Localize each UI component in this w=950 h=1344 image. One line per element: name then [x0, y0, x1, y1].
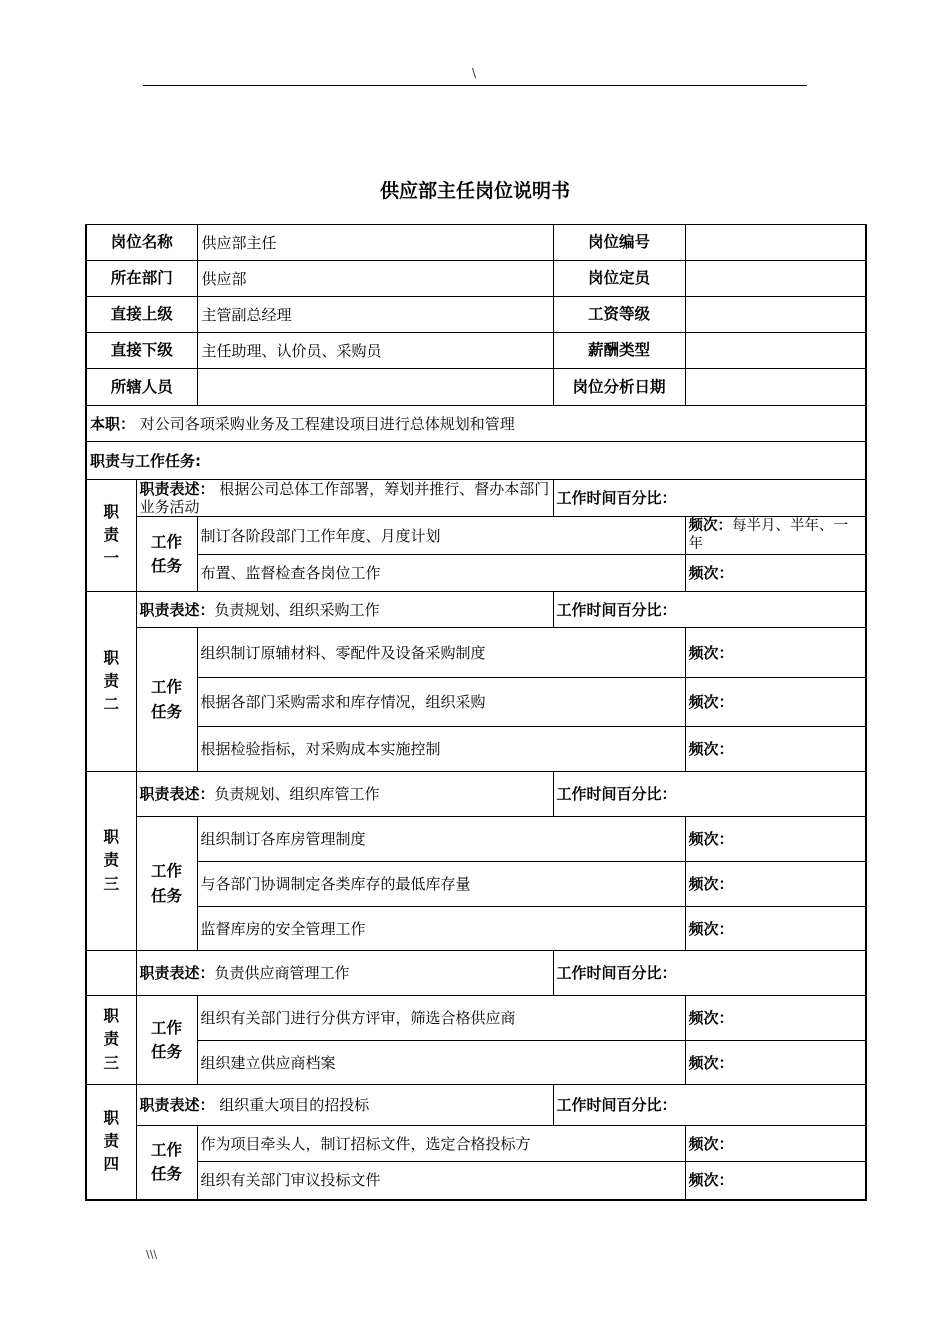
- header-mark: \: [472, 66, 477, 80]
- responsibility-description: 职责表述： 根据公司总体工作部署，筹划并推行、督办本部门业务活动: [136, 480, 553, 517]
- task-text: 组织制订各库房管理制度: [197, 817, 685, 862]
- task-frequency: 频次：: [685, 907, 866, 951]
- task-text: 作为项目牵头人，制订招标文件，选定合格投标方: [197, 1126, 685, 1162]
- direct-subordinate-value: 主任助理、认价员、采购员: [197, 333, 553, 369]
- task-label: 工作 任务: [136, 517, 197, 592]
- department-label: 所在部门: [86, 261, 197, 297]
- analysis-date-label: 岗位分析日期: [553, 369, 685, 406]
- document-title: 供应部主任岗位说明书: [379, 180, 570, 202]
- salary-grade-label: 工资等级: [553, 297, 685, 333]
- task-frequency: 频次：每半月、半年、一年: [685, 517, 866, 555]
- task-text: 布置、监督检查各岗位工作: [197, 555, 685, 592]
- task-frequency: 频次：: [685, 1126, 866, 1162]
- task-frequency: 频次：: [685, 678, 866, 727]
- footer-mark: \\\: [146, 1248, 158, 1261]
- task-frequency: 频次：: [685, 817, 866, 862]
- department-value: 供应部: [197, 261, 553, 297]
- direct-subordinate-label: 直接下级: [86, 333, 197, 369]
- responsibility-label: 职 责 三: [86, 996, 136, 1085]
- task-text: 组织有关部门审议投标文件: [197, 1162, 685, 1200]
- analysis-date-value: [685, 369, 866, 406]
- task-text: 制订各阶段部门工作年度、月度计划: [197, 517, 685, 555]
- task-text: 根据各部门采购需求和库存情况，组织采购: [197, 678, 685, 727]
- blank-cell: [86, 951, 136, 996]
- task-frequency: 频次：: [685, 555, 866, 592]
- direct-superior-label: 直接上级: [86, 297, 197, 333]
- responsibility-description: 职责表述：负责规划、组织库管工作: [136, 772, 553, 817]
- position-code-label: 岗位编号: [553, 225, 685, 261]
- task-text: 组织建立供应商档案: [197, 1041, 685, 1085]
- responsibility-label: 职 责 三: [86, 772, 136, 951]
- responsibility-label: 职 责 四: [86, 1085, 136, 1200]
- staff-label: 所辖人员: [86, 369, 197, 406]
- headcount-label: 岗位定员: [553, 261, 685, 297]
- time-percentage-label: 工作时间百分比：: [553, 1085, 866, 1126]
- pay-type-value: [685, 333, 866, 369]
- task-frequency: 频次：: [685, 1041, 866, 1085]
- time-percentage-label: 工作时间百分比：: [553, 592, 866, 628]
- position-name-value: 供应部主任: [197, 225, 553, 261]
- time-percentage-label: 工作时间百分比：: [553, 772, 866, 817]
- task-label: 工作 任务: [136, 817, 197, 951]
- direct-superior-value: 主管副总经理: [197, 297, 553, 333]
- responsibility-description: 职责表述： 组织重大项目的招投标: [136, 1085, 553, 1126]
- time-percentage-label: 工作时间百分比：: [553, 951, 866, 996]
- task-frequency: 频次：: [685, 862, 866, 907]
- task-text: 组织有关部门进行分供方评审，筛选合格供应商: [197, 996, 685, 1041]
- job-description-table: [85, 224, 867, 1201]
- main-duty-text: 对公司各项采购业务及工程建设项目进行总体规划和管理: [139, 414, 515, 433]
- task-frequency: 频次：: [685, 1162, 866, 1200]
- responsibility-label: 职 责 二: [86, 592, 136, 772]
- main-duty-label: 本职：: [90, 414, 136, 433]
- task-label: 工作 任务: [136, 996, 197, 1085]
- task-frequency: 频次：: [685, 628, 866, 678]
- headcount-value: [685, 261, 866, 297]
- task-text: 组织制订原辅材料、零配件及设备采购制度: [197, 628, 685, 678]
- time-percentage-label: 工作时间百分比：: [553, 480, 866, 517]
- pay-type-label: 薪酬类型: [553, 333, 685, 369]
- section-heading: 职责与工作任务:: [86, 442, 866, 480]
- responsibility-label: 职 责 一: [86, 480, 136, 592]
- task-text: 与各部门协调制定各类库存的最低库存量: [197, 862, 685, 907]
- task-frequency: 频次：: [685, 727, 866, 772]
- position-name-label: 岗位名称: [86, 225, 197, 261]
- task-text: 监督库房的安全管理工作: [197, 907, 685, 951]
- responsibility-description: 职责表述：负责供应商管理工作: [136, 951, 553, 996]
- responsibility-description: 职责表述：负责规划、组织采购工作: [136, 592, 553, 628]
- task-label: 工作 任务: [136, 628, 197, 772]
- task-label: 工作 任务: [136, 1126, 197, 1200]
- salary-grade-value: [685, 297, 866, 333]
- position-code-value: [685, 225, 866, 261]
- task-frequency: 频次：: [685, 996, 866, 1041]
- task-text: 根据检验指标，对采购成本实施控制: [197, 727, 685, 772]
- header-rule: [143, 85, 807, 86]
- staff-value: [197, 369, 553, 406]
- main-duty-row: [86, 406, 866, 442]
